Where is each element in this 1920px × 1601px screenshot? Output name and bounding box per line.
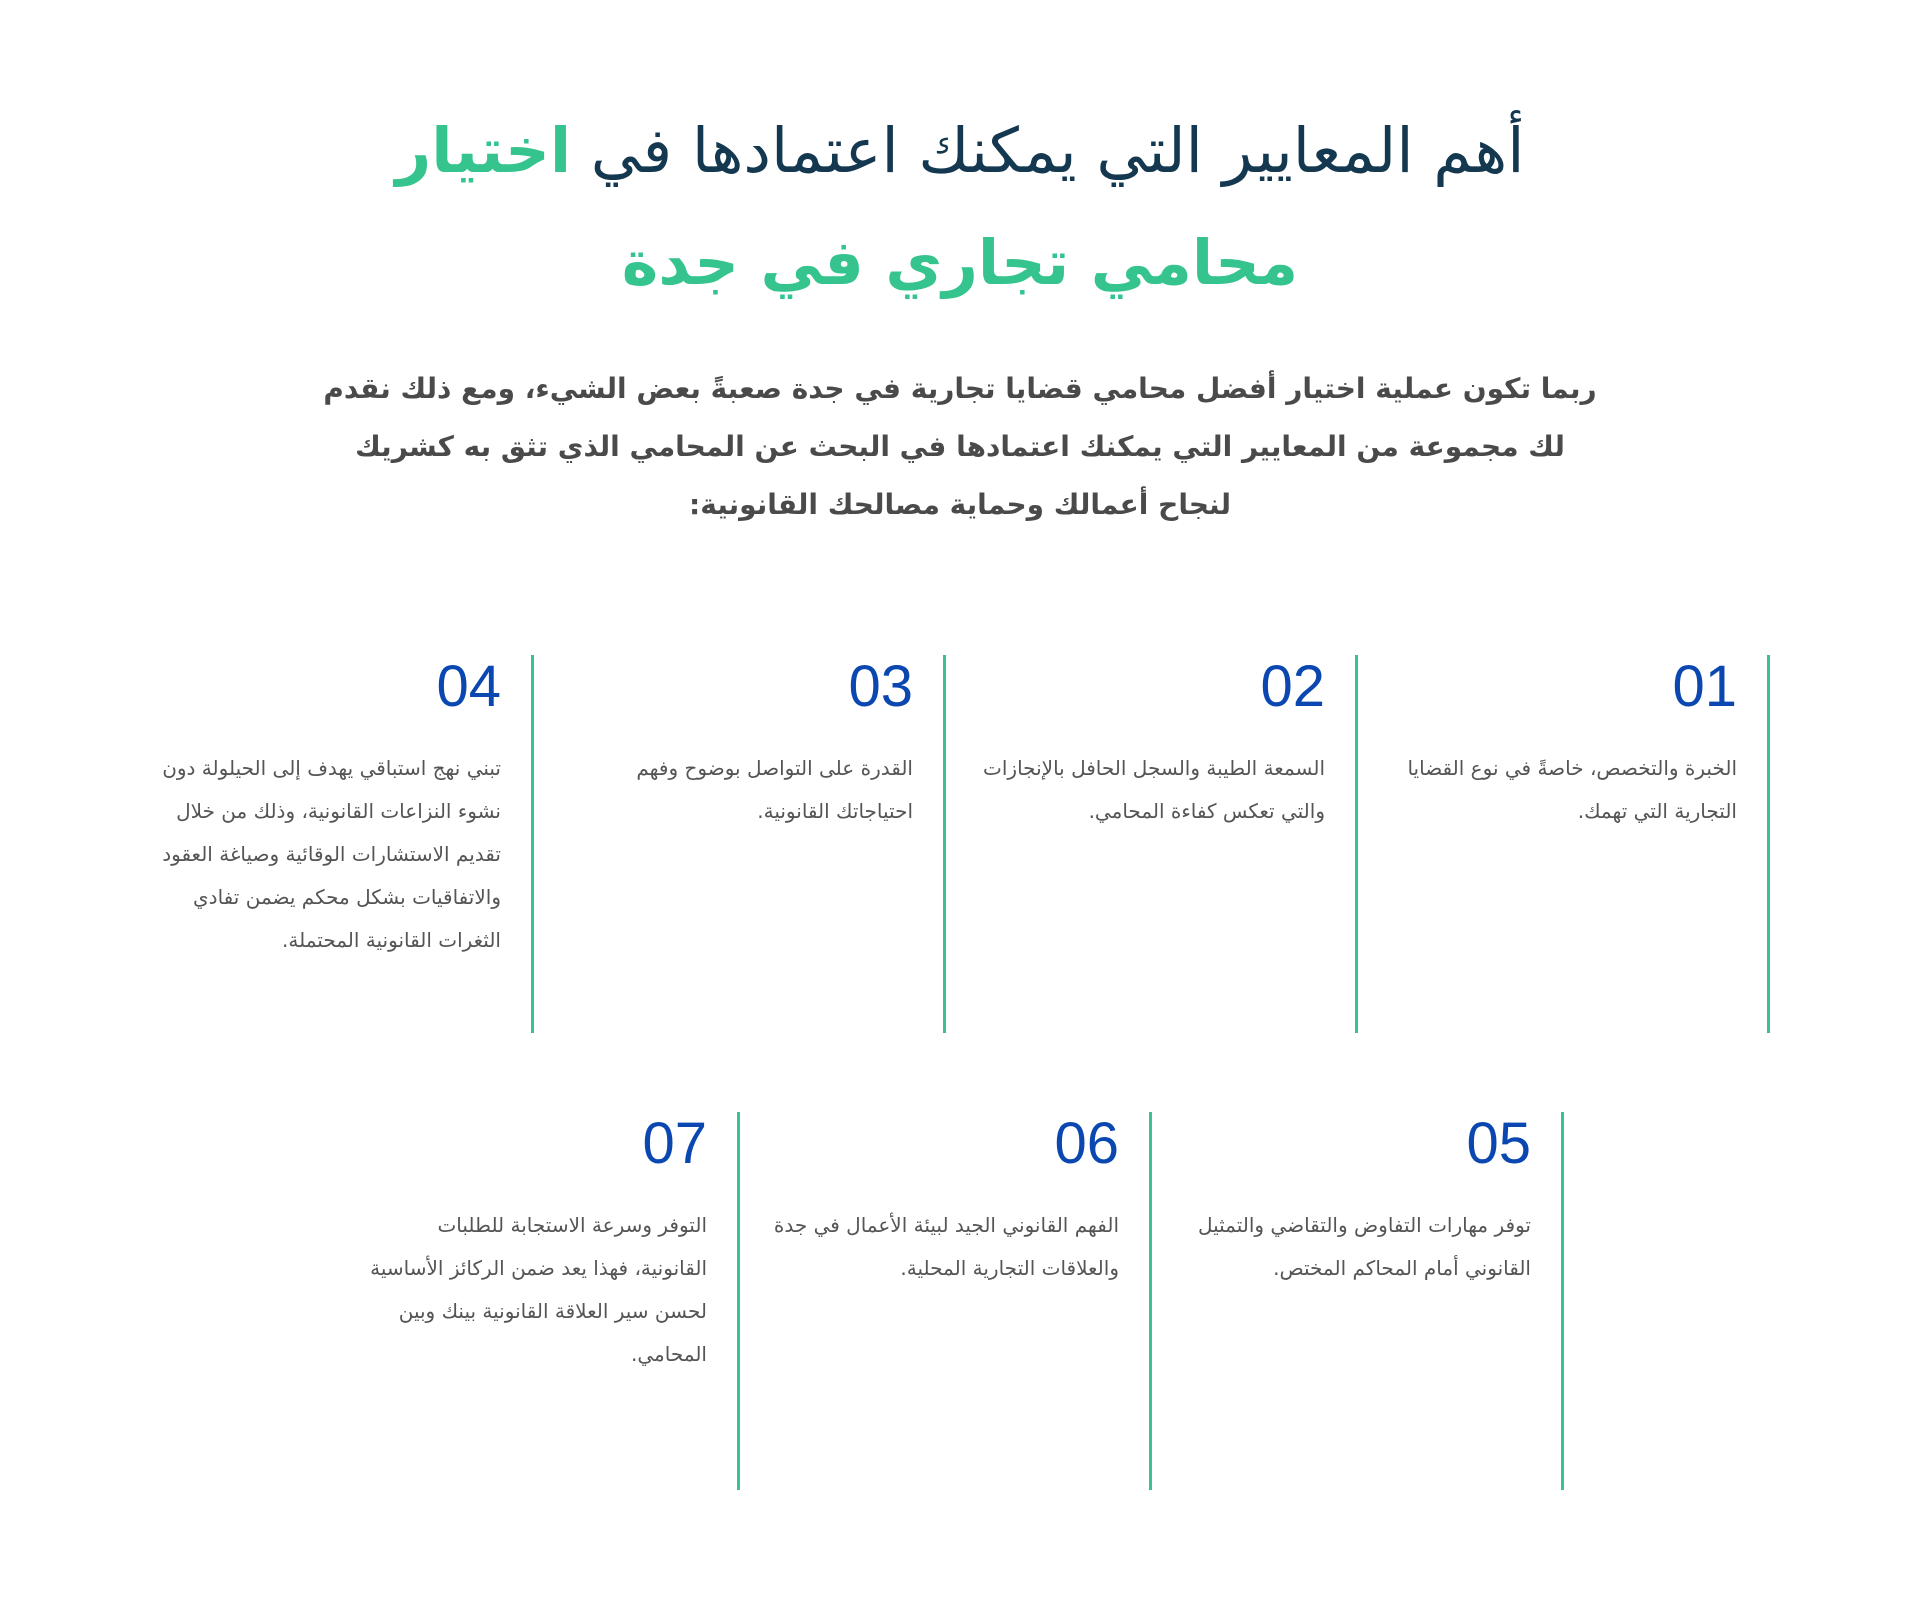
criterion-text: الفهم القانوني الجيد لبيئة الأعمال في جدة والعلاقات التجارية المحلية.: [773, 1213, 1119, 1280]
criterion-card-07: [360, 1112, 740, 1490]
criterion-number: 01: [1672, 654, 1737, 719]
section-heading: [310, 95, 1610, 319]
criterion-number: 04: [436, 654, 501, 719]
criterion-text: توفر مهارات التفاوض والتقاضي والتمثيل القانوني أمام المحاكم المختص.: [1197, 1213, 1531, 1280]
criterion-card-01: [1390, 655, 1770, 1033]
criterion-text: السمعة الطيبة والسجل الحافل بالإنجازات والتي تعكس كفاءة المحامي.: [983, 756, 1325, 823]
intro-paragraph: ربما تكون عملية اختيار أفضل محامي قضايا تجارية في جدة صعبةً بعض الشيء، ومع ذلك نقدم لك مجموعة من المعايير التي يمكنك اعتمادها في البحث عن المحامي الذي تثق به كشريك لنجاح أعمالك وحماية مصالحك القانونية:: [323, 372, 1597, 521]
criterion-card-02: [978, 655, 1358, 1033]
criterion-text: الخبرة والتخصص، خاصةً في نوع القضايا التجارية التي تهمك.: [1407, 756, 1737, 823]
criterion-number: 06: [1054, 1111, 1119, 1176]
criterion-card-05: [1184, 1112, 1564, 1490]
criterion-text: القدرة على التواصل بوضوح وفهم احتياجاتك القانونية.: [636, 756, 913, 823]
criterion-card-04: [154, 655, 534, 1033]
criterion-text: التوفر وسرعة الاستجابة للطلبات القانونية، فهذا يعد ضمن الركائز الأساسية لحسن سير العلاقة القانونية بينك وبين المحامي.: [370, 1213, 707, 1366]
criterion-number: 05: [1466, 1111, 1531, 1176]
criterion-text: تبني نهج استباقي يهدف إلى الحيلولة دون نشوء النزاعات القانونية، وذلك من خلال تقديم الاستشارات الوقائية وصياغة العقود والاتفاقيات بشكل محكم يضمن تفادي الثغرات القانونية المحتملة.: [162, 756, 501, 952]
criterion-number: 03: [848, 654, 913, 719]
heading-accent2: محامي تجاري في جدة: [621, 226, 1299, 299]
criterion-card-03: [566, 655, 946, 1033]
heading-part1: أهم المعايير التي يمكنك اعتمادها في: [590, 114, 1525, 187]
heading-accent1: اختيار: [395, 114, 572, 187]
criterion-number: 02: [1260, 654, 1325, 719]
criterion-card-06: [772, 1112, 1152, 1490]
criterion-number: 07: [642, 1111, 707, 1176]
